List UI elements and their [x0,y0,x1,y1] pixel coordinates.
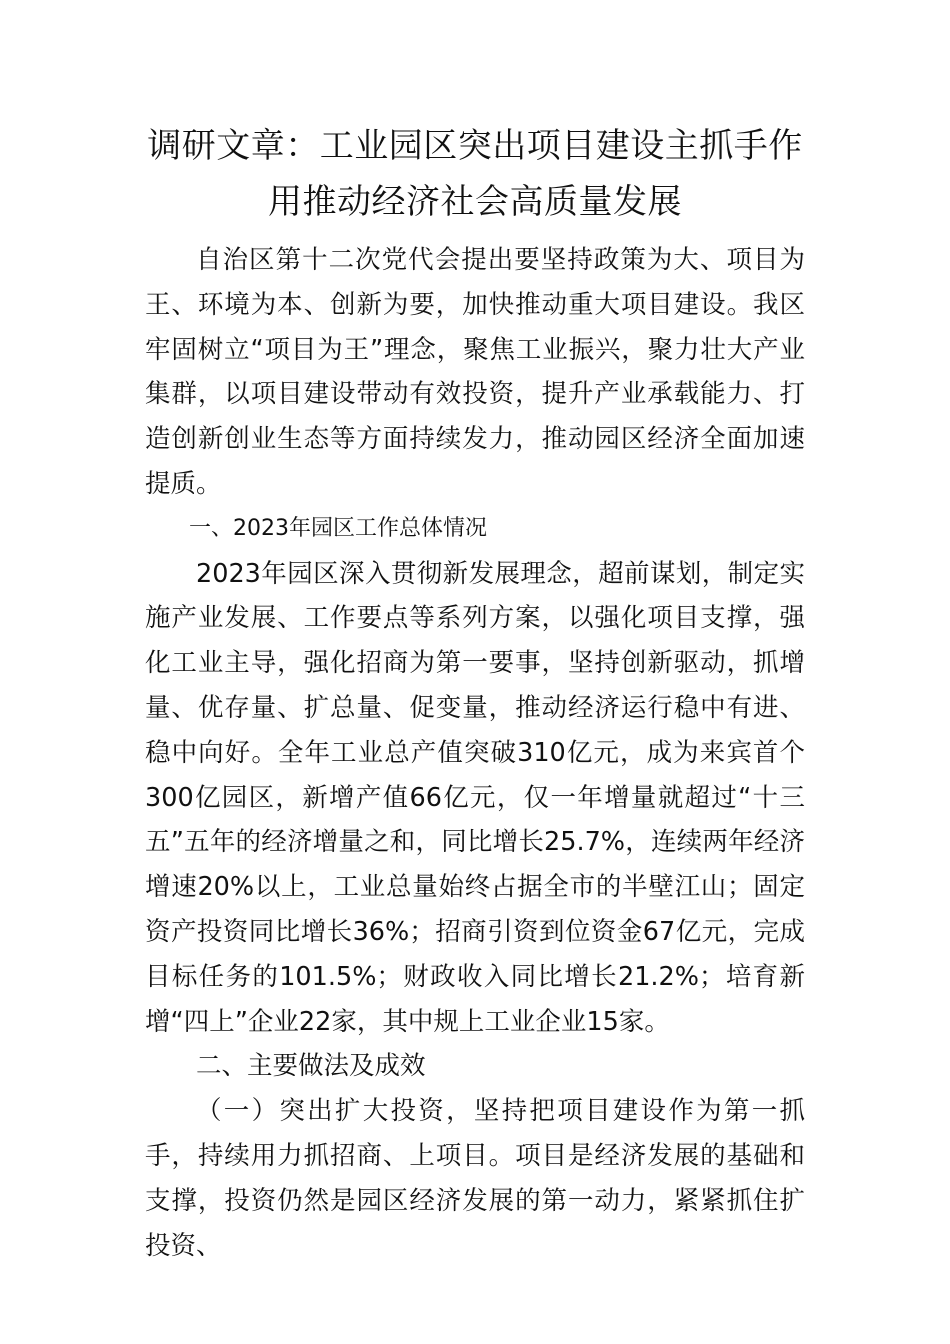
paragraph-investment: （一）突出扩大投资，坚持把项目建设作为第一抓手，持续用力抓招商、上项目。项目是经济发展的基础和支撑，投资仍然是园区经济发展的第一动力，紧紧抓住扩投资、 [145,1096,805,1261]
section-heading-1: 一、2023年园区工作总体情况 [189,515,487,541]
document-title: 调研文章：工业园区突出项目建设主抓手作用推动经济社会高质量发展 [147,126,803,222]
section-heading-2: 二、主要做法及成效 [196,1051,426,1082]
paragraph-intro: 自治区第十二次党代会提出要坚持政策为大、项目为王、环境为本、创新为要，加快推动重大项目建设。我区牢固树立“项目为王”理念，聚焦工业振兴，聚力壮大产业集群，以项目建设带动有效投资，提升产业承载能力、打造创新创业生态等方面持续发力，推动园区经济全面加速提质。 [145,245,805,499]
document-body [145,238,805,1268]
paragraph-overview: 2023年园区深入贯彻新发展理念，超前谋划，制定实施产业发展、工作要点等系列方案，以强化项目支撑，强化工业主导，强化招商为第一要事，坚持创新驱动，抓增量、优存量、扩总量、促变量，推动经济运行稳中有进、稳中向好。全年工业总产值突破310亿元，成为来宾首个300亿园区，新增产值66亿元，仅一年增量就超过“十三五”五年的经济增量之和，同比增长25.7%，连续两年经济增速20%以上，工业总量始终占据全市的半壁江山；固定资产投资同比增长36%；招商引资到位资金67亿元，完成目标任务的101.5%；财政收入同比增长21.2%；培育新增“四上”企业22家，其中规上工业企业15家。 [145,558,805,1037]
